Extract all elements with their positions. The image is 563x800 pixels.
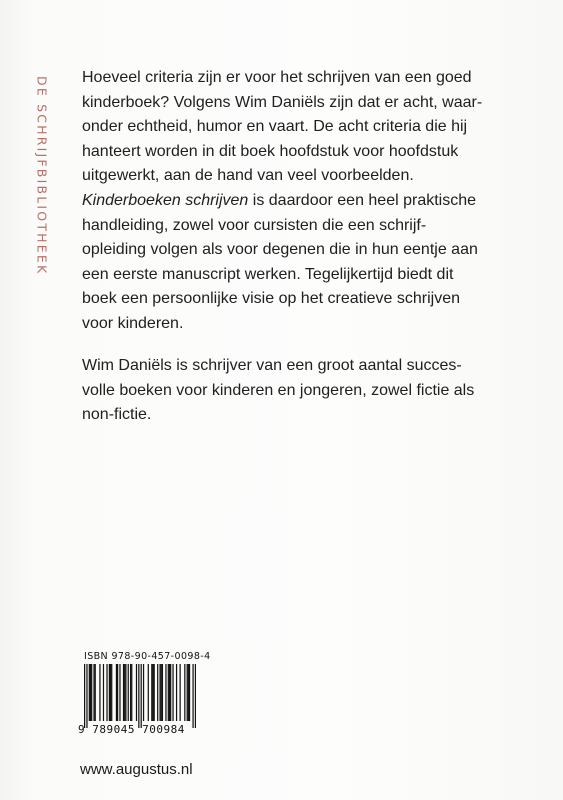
- barcode-bar: [168, 664, 169, 721]
- bio-line: Wim Daniëls is schrijver van een groot aantal succes-: [82, 357, 462, 374]
- blurb-line: boek een persoonlijke visie op het creatieve schrijven: [82, 290, 460, 308]
- barcode-bar: [106, 664, 107, 721]
- barcode-bar: [159, 664, 160, 721]
- barcode-bar: [131, 664, 132, 721]
- barcode-bar: [128, 664, 129, 721]
- barcode-bar: [99, 664, 100, 721]
- blurb-line-rest: is daardoor een heel praktische: [248, 191, 477, 209]
- bio-line: volle boeken voor kinderen en jongeren, zowel fictie als: [82, 381, 475, 399]
- barcode-bar: [136, 664, 137, 721]
- blurb-line: hanteert worden in dit boek hoofdstuk voor hoofdstuk: [82, 142, 459, 160]
- barcode-bar: [170, 664, 171, 721]
- barcode-bar: [151, 664, 152, 721]
- blurb-line: een eerste manuscript werken. Tegelijkertijd biedt dit: [82, 265, 454, 283]
- barcode-bar: [89, 664, 90, 721]
- barcode-bar: [119, 664, 120, 721]
- barcode-bar: [169, 664, 170, 721]
- barcode-bar: [109, 664, 110, 721]
- barcode-guard-bar: [138, 664, 139, 728]
- barcode-bar: [152, 664, 153, 721]
- barcode-bar: [189, 664, 190, 721]
- barcode-guard-bar: [195, 664, 196, 728]
- barcode-bar: [162, 664, 163, 721]
- barcode-bar: [125, 664, 126, 721]
- barcode-guard-bar: [192, 664, 193, 728]
- barcode-bar: [90, 664, 91, 721]
- blurb-line: opleiding volgen als voor degenen die in hun eentje aan: [82, 241, 478, 259]
- blurb-line: voor kinderen.: [82, 314, 184, 332]
- barcode-bar: [123, 664, 124, 721]
- book-title-italic: Kinderboeken schrijven: [82, 191, 249, 209]
- barcode-bar: [161, 664, 162, 721]
- barcode-bar: [116, 664, 117, 721]
- series-label-text: DE SCHRIJFBIBLIOTHEEK: [34, 76, 50, 276]
- barcode-bar: [148, 664, 149, 721]
- barcode-bar: [188, 664, 189, 721]
- series-label: [31, 76, 53, 298]
- barcode-bar: [157, 664, 158, 721]
- isbn-barcode: [84, 664, 196, 728]
- author-bio-paragraph: [82, 354, 522, 428]
- barcode-bar: [91, 664, 92, 721]
- bio-line: non-fictie.: [82, 406, 152, 424]
- blurb-line-with-title: [82, 189, 522, 214]
- barcode-bar: [187, 664, 188, 721]
- barcode-bar: [143, 664, 144, 721]
- barcode-bar: [176, 664, 177, 721]
- barcode-bar: [130, 664, 131, 721]
- barcode-bar: [179, 664, 180, 721]
- barcode-bar: [111, 664, 112, 721]
- barcode-bar: [154, 664, 155, 721]
- barcode-bar: [103, 664, 104, 721]
- barcode-bar: [95, 664, 96, 721]
- blurb-paragraph: [82, 66, 522, 337]
- barcode-bar: [124, 664, 125, 721]
- barcode-guard-bar: [84, 664, 85, 728]
- barcode-bar: [110, 664, 111, 721]
- blurb-line: kinderboek? Volgens Wim Daniëls zijn dat er acht, waar-: [82, 93, 483, 111]
- barcode-guard-bar: [86, 664, 87, 728]
- publisher-website: www.augustus.nl: [80, 761, 193, 778]
- barcode-bar: [184, 664, 185, 721]
- blurb-line: onder echtheid, humor en vaart. De acht criteria die hij: [82, 118, 468, 136]
- isbn-label: ISBN 978-90-457-0098-4: [84, 651, 211, 662]
- barcode-guard-bar: [141, 664, 142, 728]
- blurb-line: Hoeveel criteria zijn er voor het schrijven van een goed: [82, 69, 472, 86]
- barcode-bar: [165, 664, 166, 721]
- barcode-bar: [93, 664, 94, 721]
- blurb-line: handleiding, zowel voor cursisten die een schrijf-: [82, 216, 427, 234]
- blurb-line: uitgewerkt, aan de hand van veel voorbeelden.: [82, 167, 414, 185]
- barcode-bar: [172, 664, 173, 721]
- barcode-bar: [117, 664, 118, 721]
- barcode-digits: 9 789045 700984: [78, 723, 185, 736]
